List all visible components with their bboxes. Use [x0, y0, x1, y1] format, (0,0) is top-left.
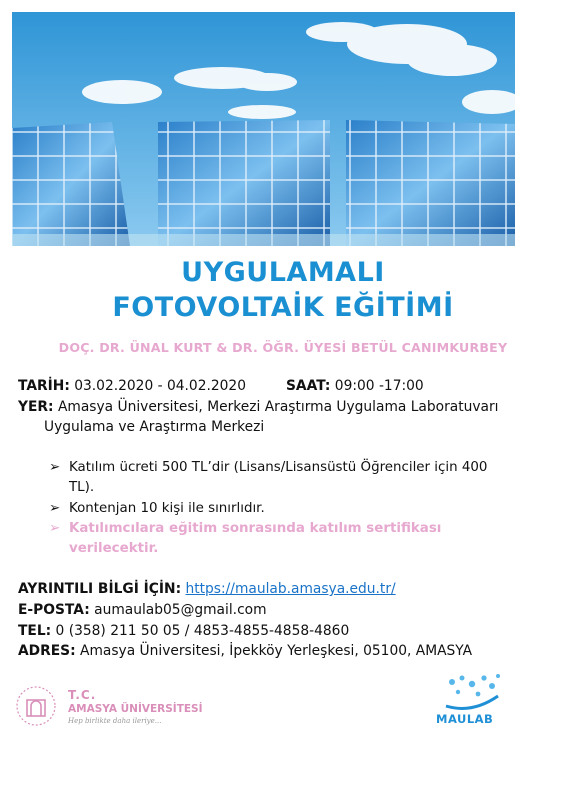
info-label: AYRINTILI BİLGİ İÇİN: [18, 581, 182, 597]
university-name [68, 688, 203, 715]
bullet-certificate-line1: Katılımcılara eğitim sonrasında katılım sertifikası [69, 521, 442, 536]
maulab-logo-icon [432, 668, 520, 738]
maulab-name: MAULAB [436, 712, 494, 726]
tc-line: T.C. [68, 688, 97, 702]
website-link[interactable]: https://maulab.amasya.edu.tr/ [185, 581, 396, 597]
info-row [18, 581, 396, 597]
bullet-fee-line2: TL). [69, 480, 95, 495]
place-value-line2: Uygulama ve Araştırma Merkezi [44, 419, 265, 435]
title-line-2: FOTOVOLTAİK EĞİTİMİ [112, 292, 454, 323]
email-value: aumaulab05@gmail.com [94, 602, 267, 618]
arrow-bullet-icon: ➢ [49, 521, 61, 536]
time-row [286, 378, 424, 394]
date-value: 03.02.2020 - 04.02.2020 [74, 378, 246, 394]
university-motto: Hep birlikte daha ileriye... [68, 717, 162, 725]
time-value: 09:00 -17:00 [334, 378, 424, 394]
bullet-fee-line1: Katılım ücreti 500 TL’dir (Lisans/Lisansüstü Öğrenciler için 400 [69, 460, 488, 475]
address-row [18, 643, 472, 659]
place-label: YER: [18, 399, 54, 415]
university-seal-icon [14, 684, 58, 732]
tel-row [18, 623, 349, 639]
arrow-bullet-icon: ➢ [49, 501, 61, 516]
email-row [18, 602, 267, 618]
place-row [18, 399, 499, 415]
place-value-line1: Amasya Üniversitesi, Merkezi Araştırma Uygulama Laboratuvarı [57, 399, 499, 415]
bullet-certificate-line2: verilecektir. [69, 541, 159, 556]
bullet-quota-line1: Kontenjan 10 kişi ile sınırlıdır. [69, 501, 265, 516]
time-label: SAAT: [286, 378, 331, 394]
address-value: Amasya Üniversitesi, İpekköy Yerleşkesi, 05100, AMASYA [80, 643, 473, 659]
address-label: ADRES: [18, 643, 76, 659]
instructors: DOÇ. DR. ÜNAL KURT & DR. ÖĞR. ÜYESİ BETÜL CANIMKURBEY [58, 340, 508, 355]
solar-panels-image [12, 12, 515, 246]
arrow-bullet-icon: ➢ [49, 460, 61, 475]
title-line-1: UYGULAMALI [181, 257, 385, 288]
bullet-quota [49, 501, 265, 516]
bullet-fee [49, 460, 487, 475]
tel-value: 0 (358) 211 50 05 / 4853-4855-4858-4860 [55, 623, 350, 639]
email-label: E-POSTA: [18, 602, 90, 618]
bullet-certificate [49, 521, 441, 536]
date-row [18, 378, 246, 394]
university-line: AMASYA ÜNİVERSİTESİ [68, 703, 203, 715]
date-label: TARİH: [18, 378, 70, 394]
tel-label: TEL: [18, 623, 52, 639]
